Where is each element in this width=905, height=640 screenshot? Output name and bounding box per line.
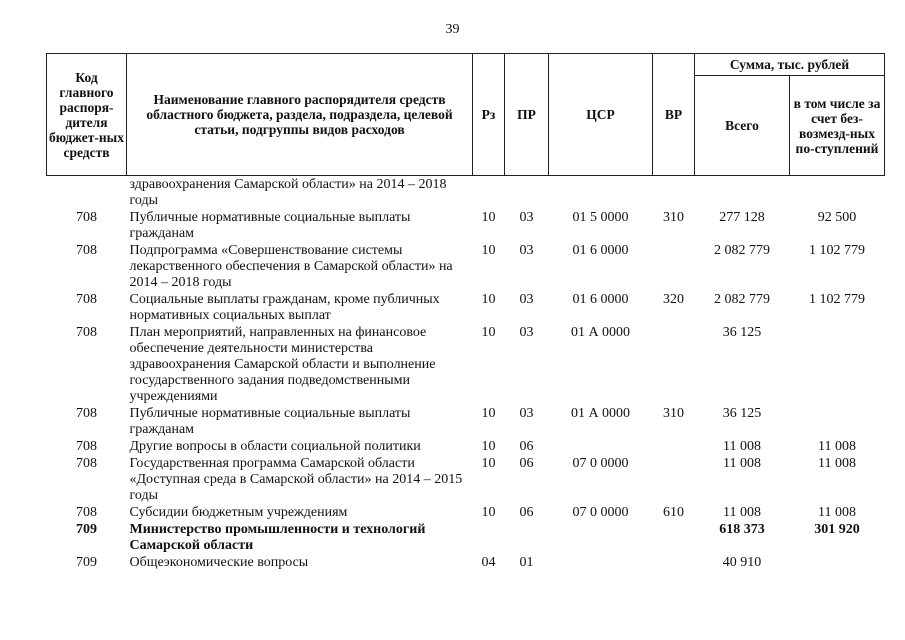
header-total: Всего (695, 76, 790, 176)
row-gratuitous (790, 324, 885, 405)
table-row (47, 242, 885, 291)
row-total: 11 008 (723, 439, 761, 454)
row-code: 708 (76, 292, 97, 307)
header-code: Код главного распоря-дителя бюджет-ных средств (47, 54, 127, 176)
row-csr: 01 5 0000 (572, 210, 629, 225)
row-vr: 310 (663, 210, 684, 225)
row-vr (653, 554, 695, 571)
row-gratuitous (790, 176, 885, 210)
header-csr: ЦСР (549, 54, 653, 176)
row-pr: 06 (519, 505, 534, 520)
row-code: 708 (76, 456, 97, 471)
row-code: 708 (76, 505, 97, 520)
row-total (695, 176, 790, 210)
row-total: 40 910 (722, 555, 762, 570)
row-total: 36 125 (722, 406, 762, 421)
table-row (47, 176, 885, 210)
row-name: Публичные нормативные социальные выплаты гражданам (129, 406, 411, 437)
row-name: Публичные нормативные социальные выплаты гражданам (129, 210, 411, 241)
row-rz: 10 (481, 292, 496, 307)
row-gratuitous: 11 008 (818, 456, 856, 471)
header-gratuitous: в том числе за счет без-возмезд-ных по-ступлений (790, 76, 885, 176)
row-code: 709 (76, 522, 97, 537)
row-csr (549, 521, 653, 554)
row-total: 2 082 779 (714, 243, 770, 258)
row-csr: 07 0 0000 (572, 456, 629, 471)
row-rz: 10 (481, 210, 496, 225)
row-code: 708 (76, 243, 97, 258)
table-row (47, 438, 885, 455)
table-row (47, 455, 885, 504)
row-total: 618 373 (719, 522, 765, 537)
table-header (47, 54, 885, 176)
row-vr (653, 242, 695, 291)
row-rz: 10 (481, 325, 496, 340)
header-sum-group: Сумма, тыс. рублей (695, 54, 885, 76)
row-pr: 03 (519, 210, 534, 225)
row-pr: 01 (519, 555, 534, 570)
table-row (47, 521, 885, 554)
row-gratuitous: 11 008 (818, 505, 856, 520)
row-gratuitous: 1 102 779 (809, 292, 865, 307)
row-name: Субсидии бюджетным учреждениям (129, 505, 348, 520)
row-gratuitous (790, 554, 885, 571)
row-gratuitous: 1 102 779 (809, 243, 865, 258)
row-code (47, 176, 127, 210)
page-number: 39 (445, 22, 460, 37)
row-csr (549, 438, 653, 455)
row-gratuitous (790, 405, 885, 438)
row-rz: 10 (481, 439, 496, 454)
table-row (47, 504, 885, 521)
row-vr: 320 (663, 292, 684, 307)
table-row (47, 291, 885, 324)
row-code: 708 (76, 406, 97, 421)
row-code: 708 (76, 439, 97, 454)
row-rz: 04 (481, 555, 496, 570)
row-pr: 03 (519, 325, 534, 340)
row-code: 709 (76, 555, 97, 570)
row-csr (549, 554, 653, 571)
row-total: 11 008 (723, 456, 761, 471)
row-gratuitous: 92 500 (817, 210, 857, 225)
row-vr (653, 455, 695, 504)
table-row (47, 554, 885, 571)
row-name: Социальные выплаты гражданам, кроме публичных нормативных социальных выплат (129, 292, 440, 323)
row-pr: 03 (519, 243, 534, 258)
header-name: Наименование главного распорядителя средств областного бюджета, раздела, подраздела, целевой статьи, подгруппы видов расходов (127, 54, 473, 176)
header-rz: Рз (473, 54, 505, 176)
row-name: Общеэкономические вопросы (129, 555, 309, 570)
header-vr: ВР (653, 54, 695, 176)
row-vr: 310 (663, 406, 684, 421)
row-vr (653, 324, 695, 405)
row-rz: 10 (481, 456, 496, 471)
table-row (47, 209, 885, 242)
row-name: План мероприятий, направленных на финансовое обеспечение деятельности министерства здравоохранения Самарской области и выполнение государственного задания подведомственными учреждениями (129, 325, 436, 404)
row-pr: 03 (519, 292, 534, 307)
row-pr: 06 (519, 456, 534, 471)
row-vr (653, 438, 695, 455)
row-pr (505, 176, 549, 210)
row-csr: 01 6 0000 (572, 243, 629, 258)
budget-table (46, 53, 885, 571)
row-csr: 01 6 0000 (572, 292, 629, 307)
row-total: 36 125 (722, 325, 762, 340)
row-vr (653, 176, 695, 210)
row-pr (505, 521, 549, 554)
row-name: Министерство промышленности и технологий Самарской области (129, 522, 426, 553)
row-rz: 10 (481, 406, 496, 421)
row-gratuitous: 11 008 (818, 439, 856, 454)
row-csr: 01 А 0000 (570, 406, 631, 421)
header-pr: ПР (505, 54, 549, 176)
row-vr (653, 521, 695, 554)
row-rz (473, 521, 505, 554)
table-body (47, 176, 885, 572)
row-rz: 10 (481, 505, 496, 520)
row-name: Подпрограмма «Совершенствование системы лекарственного обеспечения в Самарской области» на 2014 – 2018 годы (129, 243, 453, 290)
row-code: 708 (76, 210, 97, 225)
row-rz (473, 176, 505, 210)
row-name: здравоохранения Самарской области» на 2014 – 2018 годы (129, 177, 447, 208)
table-row (47, 405, 885, 438)
row-pr: 03 (519, 406, 534, 421)
row-gratuitous: 301 920 (814, 522, 860, 537)
row-name: Другие вопросы в области социальной политики (129, 439, 421, 454)
row-total: 11 008 (723, 505, 761, 520)
row-name: Государственная программа Самарской области «Доступная среда в Самарской области» на 2014 – 2015 годы (129, 456, 463, 503)
row-total: 2 082 779 (714, 292, 770, 307)
table-row (47, 324, 885, 405)
row-csr: 07 0 0000 (572, 505, 629, 520)
row-csr (549, 176, 653, 210)
row-pr: 06 (519, 439, 534, 454)
row-csr: 01 А 0000 (570, 325, 631, 340)
row-rz: 10 (481, 243, 496, 258)
row-code: 708 (76, 325, 97, 340)
row-vr: 610 (663, 505, 684, 520)
row-total: 277 128 (719, 210, 765, 225)
